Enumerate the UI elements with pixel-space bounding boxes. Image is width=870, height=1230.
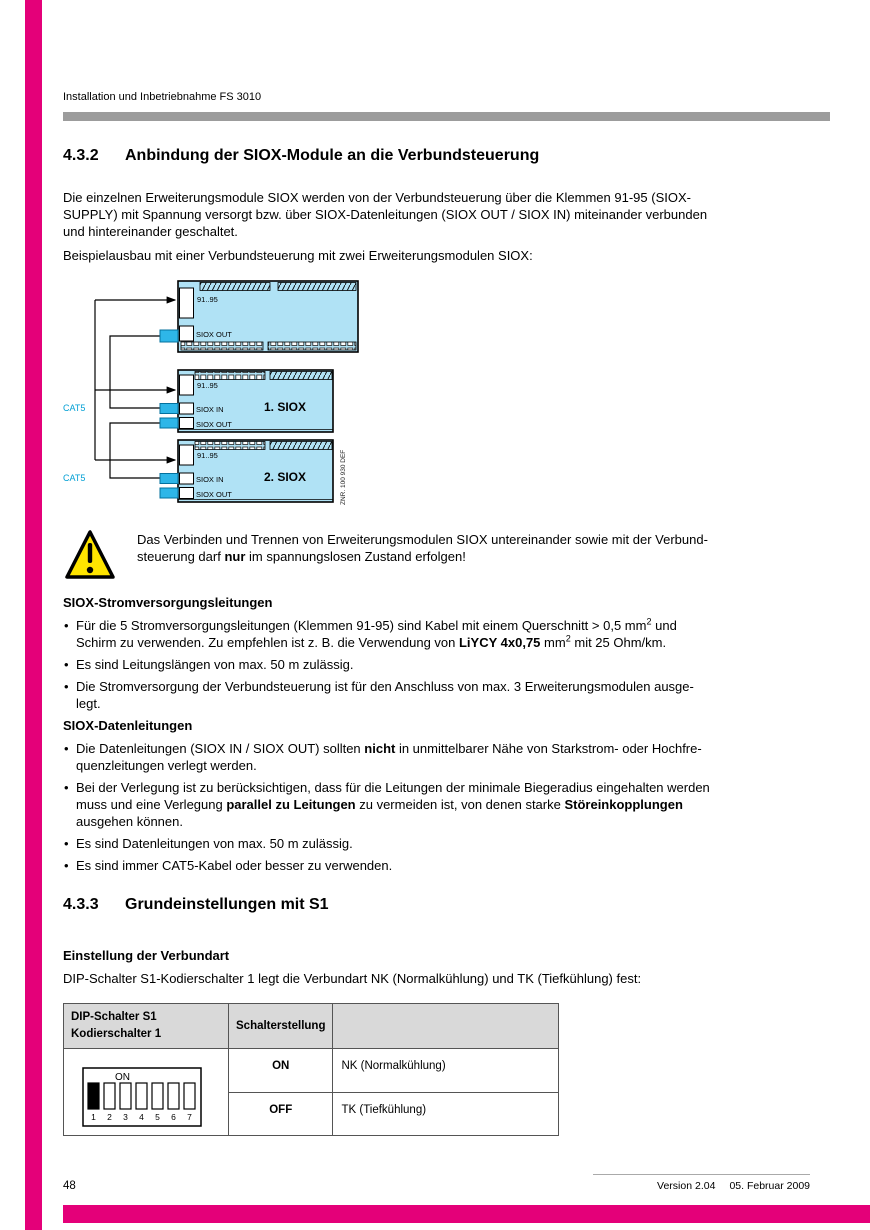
controller-siox-out-label: SIOX OUT	[196, 330, 232, 339]
body-content	[63, 594, 823, 1136]
module-controller	[160, 281, 358, 352]
plug-siox2-in	[160, 474, 178, 484]
dip-switch-2	[104, 1083, 115, 1109]
siox-wiring-diagram	[60, 275, 370, 515]
left-accent-bar	[25, 0, 42, 1230]
page-number: 48	[63, 1180, 76, 1192]
siox1-name: 1. SIOX	[263, 400, 307, 414]
switch-state: ON	[229, 1049, 333, 1093]
module-siox-1	[160, 370, 333, 432]
dip-switch-5	[152, 1083, 163, 1109]
controller-terminal-label: 91..95	[197, 295, 218, 304]
siox1-in-label: SIOX IN	[196, 405, 224, 414]
verbundart-intro: DIP-Schalter S1-Kodierschalter 1 legt die Verbundart NK (Normalkühlung) und TK (Tiefkühlung) fest:	[63, 971, 642, 986]
data-lines-heading: SIOX-Datenleitungen	[63, 718, 193, 733]
bottom-accent-bar	[63, 1205, 870, 1223]
svg-text:7: 7	[187, 1112, 192, 1122]
bullet-item: • Bei der Verlegung ist zu berücksichtigen, dass für die Leitungen der minimale Biegeradius eingehalten werden muss und eine Verlegung parallel zu Leitungen zu vermeiden ist, von denen starke Störeinkopplungen ausgehen können.	[63, 779, 823, 830]
siox2-name: 2. SIOX	[263, 470, 307, 484]
dip-switch-7	[184, 1083, 195, 1109]
switch-meaning: TK (Tiefkühlung)	[333, 1093, 559, 1136]
drawing-number: ZNR. 100 930 DEF	[340, 449, 347, 505]
bullet-item: • Es sind Leitungslängen von max. 50 m zulässig.	[63, 656, 823, 673]
siox1-out-label: SIOX OUT	[196, 420, 232, 429]
dip-switch-cell	[64, 1049, 229, 1136]
cat5-label-2: CAT5	[63, 473, 86, 483]
svg-text:6: 6	[171, 1112, 176, 1122]
section-title: Anbindung der SIOX-Module an die Verbundsteuerung	[125, 147, 540, 164]
dip-switch-4	[136, 1083, 147, 1109]
table-header-row	[64, 1004, 559, 1049]
col-header-schalterstellung: Schalterstellung	[229, 1004, 333, 1049]
bullet-item: • Es sind immer CAT5-Kabel oder besser zu verwenden.	[63, 857, 823, 874]
plug-siox1-out	[160, 418, 178, 428]
section-title: Grundeinstellungen mit S1	[125, 896, 329, 913]
switch-meaning: NK (Normalkühlung)	[333, 1049, 559, 1093]
switch-state: OFF	[229, 1093, 333, 1136]
intro-paragraph: Die einzelnen Erweiterungsmodule SIOX werden von der Verbundsteuerung über die Klemmen 91-95 (SIOX- SUPPLY) mit Spannung versorgt bzw. über SIOX-Datenleitungen (SIOX OUT / SIOX IN) miteinander verbunden und hintereinander geschaltet.	[63, 190, 708, 239]
warning-text: Das Verbinden und Trennen von Erweiterungsmodulen SIOX untereinander sowie mit der Verbund- steuerung darf nur im spannungslosen Zustand erfolgen!	[137, 532, 708, 564]
header-rule	[63, 112, 830, 121]
footer-version	[593, 1174, 810, 1192]
plug-controller-out	[160, 330, 178, 342]
warning-icon	[64, 529, 116, 581]
dip-switch-6	[168, 1083, 179, 1109]
siox2-out-label: SIOX OUT	[196, 490, 232, 499]
col-header-empty	[333, 1004, 559, 1049]
col-header-line-2: Kodierschalter 1	[71, 1028, 162, 1040]
table-row	[64, 1049, 559, 1093]
verbundart-table	[63, 1003, 559, 1136]
bullet-item: • Für die 5 Stromversorgungsleitungen (Klemmen 91-95) sind Kabel mit einem Querschnitt > 0,5 $mm^2$ und Schirm zu verwenden. Zu empfehlen ist z. B. die Verwendung von LiYCY 4x0,75 $mm^2$ mit 25 Ohm/km.	[63, 617, 823, 651]
cat5-wires	[110, 336, 160, 478]
dip-switch-3	[120, 1083, 131, 1109]
section-heading-4-3-2	[63, 146, 539, 166]
col-header-dip-schalter	[64, 1004, 229, 1049]
bullet-item: • Die Stromversorgung der Verbundsteuerung ist für den Anschluss von max. 3 Erweiterungsmodulen ausge- legt.	[63, 678, 823, 712]
cat5-label-1: CAT5	[63, 403, 86, 413]
section-number: 4.3.2	[63, 147, 99, 164]
module-siox-2	[160, 440, 333, 502]
dip-switch-graphic	[82, 1067, 202, 1127]
document-header-title: Installation und Inbetriebnahme FS 3010	[63, 91, 262, 103]
col-header-line-1: DIP-Schalter S1	[71, 1011, 157, 1023]
dip-on-label: ON	[115, 1072, 130, 1083]
version-label: Version 2.04	[657, 1180, 716, 1192]
cat5-wire-2	[110, 423, 160, 478]
supply-wires	[95, 300, 175, 460]
svg-text:3: 3	[123, 1112, 128, 1122]
svg-text:1: 1	[91, 1112, 96, 1122]
bullet-item: • Es sind Datenleitungen von max. 50 m zulässig.	[63, 835, 823, 852]
verbundart-subheading: Einstellung der Verbundart	[63, 948, 230, 963]
section-number: 4.3.3	[63, 896, 99, 913]
siox1-terminal-label: 91..95	[197, 381, 218, 390]
svg-text:5: 5	[155, 1112, 160, 1122]
dip-switch-1	[88, 1083, 99, 1109]
power-lines-heading: SIOX-Stromversorgungsleitungen	[63, 595, 273, 610]
svg-text:2: 2	[107, 1112, 112, 1122]
bullet-item: • Die Datenleitungen (SIOX IN / SIOX OUT) sollten nicht in unmittelbarer Nähe von Starkstrom- oder Hochfre- quenzleitungen verlegt werden.	[63, 740, 823, 774]
section-heading-4-3-3	[63, 895, 823, 915]
plug-siox2-out	[160, 488, 178, 498]
siox2-in-label: SIOX IN	[196, 475, 224, 484]
version-date: 05. Februar 2009	[729, 1180, 810, 1192]
svg-text:4: 4	[139, 1112, 144, 1122]
siox2-terminal-label: 91..95	[197, 451, 218, 460]
plug-siox1-in	[160, 404, 178, 414]
example-paragraph: Beispielausbau mit einer Verbundsteuerung mit zwei Erweiterungsmodulen SIOX:	[63, 248, 533, 263]
cat5-wire-1	[110, 336, 160, 408]
